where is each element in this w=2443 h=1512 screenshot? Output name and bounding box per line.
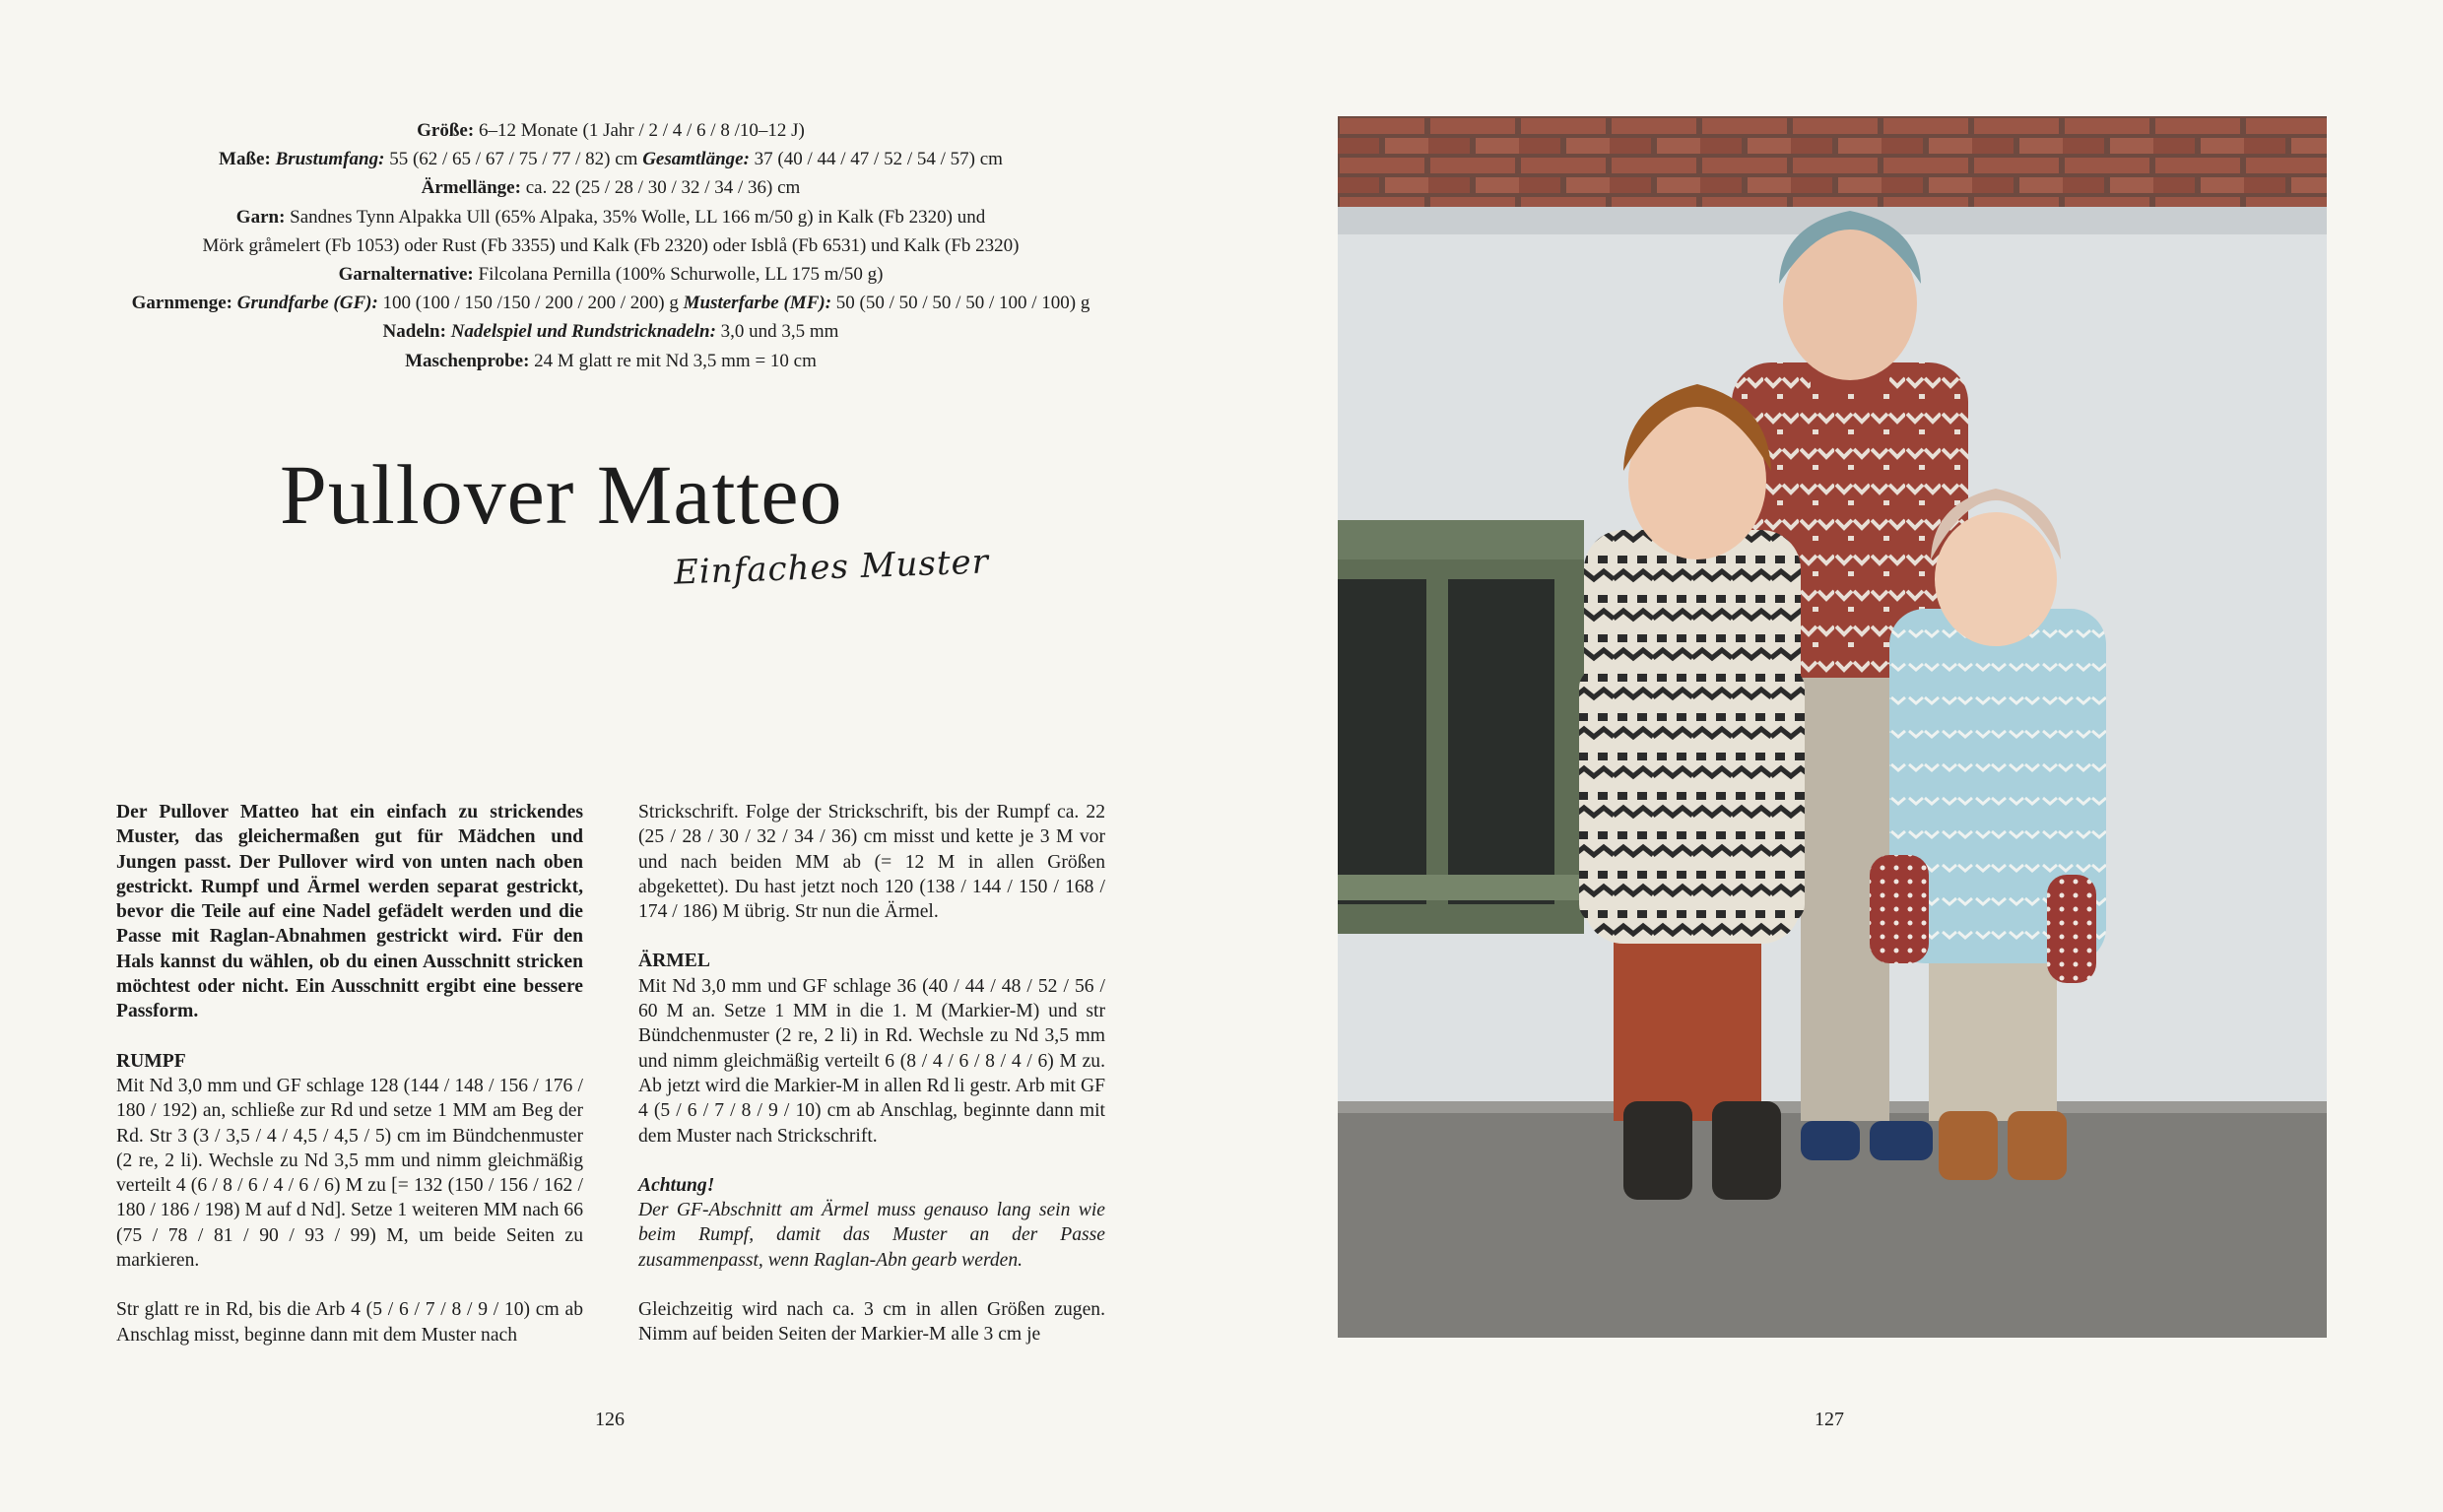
page-title: Pullover Matteo bbox=[280, 447, 843, 542]
spec-needles: Nadeln: Nadelspiel und Rundstricknadeln: 3,0 und 3,5 mm bbox=[382, 321, 839, 343]
spec-alt-yarn: Garnalternative: Filcolana Pernilla (100% Schurwolle, LL 175 m/50 g) bbox=[338, 264, 884, 286]
page-number-left: 126 bbox=[595, 1409, 625, 1430]
warning-paragraph: Der GF-Abschnitt am Ärmel muss genauso lang sein wie beim Rumpf, damit das Muster an der Passe zusammenpasst, wenn Raglan-Abn gearb werden. bbox=[638, 1200, 1105, 1271]
spec-yarn: Garn: Sandnes Tynn Alpakka Ull (65% Alpaka, 35% Wolle, LL 166 m/50 g) in Kalk (Fb 2320) und bbox=[235, 206, 986, 228]
spec-sleeve: Ärmellänge: ca. 22 (25 / 28 / 30 / 32 / 34 / 36) cm bbox=[421, 177, 801, 199]
rumpf-paragraph-2: Str glatt re in Rd, bis die Arb 4 (5 / 6 / 7 / 8 / 9 / 10) cm ab Anschlag misst, beginne dann mit dem Muster nach bbox=[116, 1299, 583, 1346]
rumpf-paragraph: Mit Nd 3,0 mm und GF schlage 128 (144 / 148 / 156 / 176 / 180 / 192) an, schließe zur Rd und setze 1 MM am Beg der Rd. Str 3 (3 / 3,5 / 4 / 4,5 / 4,5 / 5) cm im Bündchenmuster (2 re, 2 li). Wechsle zu Nd 3,5 mm und nimm gleichmäßig verteilt 4 (6 / 8 / 6 / 4 / 6 / 6) M zu [= 132 (150 / 156 / 162 / 180 / 186 / 198) M auf d Nd]. Setze 1 weiteren MM nach 66 (75 / 78 / 81 / 90 / 93 / 99) M, um beide Seiten zu markieren. bbox=[116, 1075, 583, 1272]
section-heading-rumpf: RUMPF bbox=[116, 1050, 186, 1072]
photo-children-sweaters bbox=[1338, 116, 2327, 1338]
intro-paragraph: Der Pullover Matteo hat ein einfach zu strickendes Muster, das gleichermaßen gut für Mädchen und Jungen passt. Der Pullover wird von unten nach oben gestrickt. Rumpf und Ärmel werden separat gestrickt, bevor die Teile auf eine Nadel gefädelt werden und die Passe mit Raglan-Abnahmen gestrickt wird. Für den Hals kannst du wählen, ob du einen Ausschnitt stricken möchtest oder nicht. Ein Ausschnitt ergibt eine bessere Passform. bbox=[116, 802, 583, 1022]
spec-gauge: Maschenprobe: 24 M glatt re mit Nd 3,5 mm = 10 cm bbox=[405, 350, 817, 371]
subtitle-script: Einfaches Muster bbox=[673, 542, 990, 593]
gleichzeitig-paragraph: Gleichzeitig wird nach ca. 3 cm in allen Größen zugen. Nimm auf beiden Seiten der Markier-M alle 3 cm je bbox=[638, 1299, 1105, 1346]
spec-size: Größe: 6–12 Monate (1 Jahr / 2 / 4 / 6 / 8 /10–12 J) bbox=[417, 120, 805, 141]
warning-title: Achtung! bbox=[638, 1174, 715, 1196]
text-column-left bbox=[116, 800, 583, 1348]
spec-amount: Garnmenge: Grundfarbe (GF): 100 (100 / 150 /150 / 200 / 200 / 200) g Musterfarbe (MF): 50 (50 / 50 / 50 / 50 / 100 / 100) g bbox=[131, 293, 1090, 314]
spec-block bbox=[99, 116, 1123, 375]
spec-measures: Maße: Brustumfang: 55 (62 / 65 / 67 / 75 / 77 / 82) cm Gesamtlänge: 37 (40 / 44 / 47 / 52 / 54 / 57) cm bbox=[219, 149, 1003, 170]
spec-yarn-cont: Mörk gråmelert (Fb 1053) oder Rust (Fb 3355) und Kalk (Fb 2320) oder Isblå (Fb 6531) und Kalk (Fb 2320) bbox=[202, 234, 1020, 256]
armel-paragraph: Mit Nd 3,0 mm und GF schlage 36 (40 / 44 / 48 / 52 / 56 / 60 M an. Setze 1 MM in die 1. M (Markier-M) und str Bündchenmuster (2 re, 2 li) in Rd. Wechsle zu Nd 3,5 mm und nimm gleichmäßig verteilt 6 (8 / 4 / 6 / 8 / 4 / 6) M zu. Ab jetzt wird die Markier-M in allen Rd li gestr. Arb mit GF 4 (5 / 6 / 7 / 8 / 9 / 10) cm ab Anschlag, beginnte dann mit dem Muster nach Strickschrift. bbox=[638, 975, 1105, 1147]
continued-paragraph: Strickschrift. Folge der Strickschrift, bis der Rumpf ca. 22 (25 / 28 / 30 / 32 / 34 / 36) cm misst und kette je 3 M vor und nach beiden MM ab (= 12 M in allen Größen abgekettet). Du hast jetzt noch 120 (138 / 144 / 150 / 168 / 174 / 186) M übrig. Str nun die Ärmel. bbox=[638, 802, 1105, 923]
text-column-right bbox=[638, 800, 1105, 1348]
page-number-right: 127 bbox=[1815, 1409, 1844, 1430]
brick-wall bbox=[1338, 116, 2327, 207]
section-heading-armel: ÄRMEL bbox=[638, 951, 710, 972]
